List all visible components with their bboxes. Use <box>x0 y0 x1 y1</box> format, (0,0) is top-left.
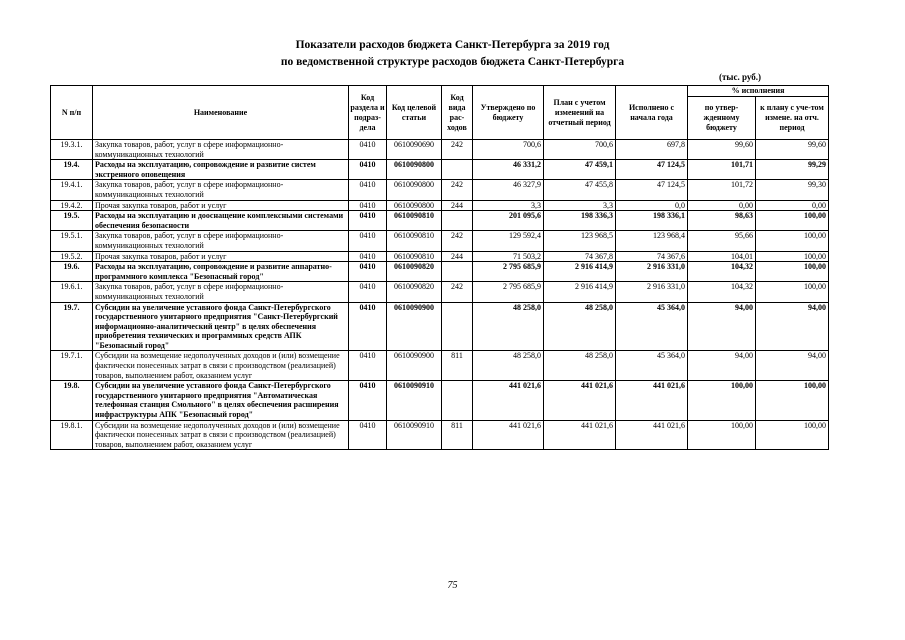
row-number: 19.5. <box>51 211 93 231</box>
row-approved: 71 503,2 <box>473 251 544 262</box>
row-number: 19.5.2. <box>51 251 93 262</box>
row-name: Закупка товаров, работ, услуг в сфере информационно-коммуникационных технологий <box>93 231 349 251</box>
header-razdel: Код раздела и подраз-дела <box>349 86 387 140</box>
row-number: 19.8.1. <box>51 420 93 450</box>
header-utv: Утверждено по бюджету <box>473 86 544 140</box>
row-approved: 3,3 <box>473 200 544 211</box>
row-razdel-code: 0410 <box>349 302 387 351</box>
row-executed: 47 124,5 <box>616 180 688 200</box>
row-pct-plan: 99,60 <box>756 140 829 160</box>
row-number: 19.7.1. <box>51 351 93 381</box>
header-plan: План с учетом изменений на отчетный период <box>544 86 616 140</box>
row-vid-code: 244 <box>442 251 473 262</box>
row-pct-approved: 95,66 <box>688 231 756 251</box>
row-statya-code: 0610090800 <box>387 180 442 200</box>
row-pct-plan: 100,00 <box>756 211 829 231</box>
row-plan: 47 459,1 <box>544 160 616 180</box>
row-name: Закупка товаров, работ, услуг в сфере информационно-коммуникационных технологий <box>93 180 349 200</box>
row-vid-code <box>442 211 473 231</box>
row-approved: 46 327,9 <box>473 180 544 200</box>
row-executed: 697,8 <box>616 140 688 160</box>
header-pct: % исполнения <box>688 86 829 97</box>
row-statya-code: 0610090910 <box>387 381 442 420</box>
row-name: Расходы на эксплуатацию, сопровождение и развитие аппаратно-программного комплекса "Безопасный город" <box>93 262 349 282</box>
row-number: 19.4.2. <box>51 200 93 211</box>
row-approved: 700,6 <box>473 140 544 160</box>
row-executed: 45 364,0 <box>616 351 688 381</box>
expenditure-table <box>50 85 829 450</box>
row-pct-approved: 94,00 <box>688 351 756 381</box>
row-pct-plan: 100,00 <box>756 282 829 302</box>
row-vid-code: 244 <box>442 200 473 211</box>
row-approved: 441 021,6 <box>473 381 544 420</box>
row-pct-approved: 94,00 <box>688 302 756 351</box>
row-number: 19.6. <box>51 262 93 282</box>
row-statya-code: 0610090900 <box>387 351 442 381</box>
row-statya-code: 0610090800 <box>387 160 442 180</box>
table-body <box>51 140 829 450</box>
row-name: Расходы на эксплуатацию и дооснащение комплексными системами обеспечения безопасности <box>93 211 349 231</box>
row-plan: 2 916 414,9 <box>544 282 616 302</box>
row-pct-approved: 98,63 <box>688 211 756 231</box>
header-pct-plan: к плану с уче-том измене. на отч. период <box>756 97 829 140</box>
row-plan: 123 968,5 <box>544 231 616 251</box>
row-plan: 3,3 <box>544 200 616 211</box>
row-pct-approved: 104,32 <box>688 262 756 282</box>
row-plan: 48 258,0 <box>544 302 616 351</box>
row-approved: 2 795 685,9 <box>473 282 544 302</box>
header-statya: Код целевой статьи <box>387 86 442 140</box>
row-plan: 74 367,8 <box>544 251 616 262</box>
table-row <box>51 200 829 211</box>
row-pct-plan: 100,00 <box>756 381 829 420</box>
row-razdel-code: 0410 <box>349 420 387 450</box>
row-vid-code <box>442 381 473 420</box>
row-vid-code: 242 <box>442 140 473 160</box>
row-executed: 74 367,6 <box>616 251 688 262</box>
header-ispoln: Исполнено с начала года <box>616 86 688 140</box>
row-approved: 129 592,4 <box>473 231 544 251</box>
row-vid-code: 242 <box>442 282 473 302</box>
row-pct-approved: 101,71 <box>688 160 756 180</box>
row-vid-code <box>442 160 473 180</box>
row-plan: 441 021,6 <box>544 381 616 420</box>
row-statya-code: 0610090690 <box>387 140 442 160</box>
table-row <box>51 211 829 231</box>
row-pct-approved: 99,60 <box>688 140 756 160</box>
row-pct-plan: 94,00 <box>756 351 829 381</box>
row-razdel-code: 0410 <box>349 180 387 200</box>
row-number: 19.5.1. <box>51 231 93 251</box>
row-executed: 198 336,1 <box>616 211 688 231</box>
page-number: 75 <box>447 580 458 591</box>
row-statya-code: 0610090820 <box>387 282 442 302</box>
row-razdel-code: 0410 <box>349 200 387 211</box>
row-statya-code: 0610090810 <box>387 251 442 262</box>
row-pct-plan: 100,00 <box>756 251 829 262</box>
row-pct-approved: 100,00 <box>688 381 756 420</box>
row-pct-plan: 100,00 <box>756 262 829 282</box>
row-razdel-code: 0410 <box>349 282 387 302</box>
row-executed: 441 021,6 <box>616 381 688 420</box>
row-razdel-code: 0410 <box>349 211 387 231</box>
row-executed: 123 968,4 <box>616 231 688 251</box>
row-statya-code: 0610090800 <box>387 200 442 211</box>
row-number: 19.3.1. <box>51 140 93 160</box>
table-row <box>51 140 829 160</box>
row-executed: 0,0 <box>616 200 688 211</box>
row-plan: 700,6 <box>544 140 616 160</box>
row-executed: 441 021,6 <box>616 420 688 450</box>
header-vid: Код вида рас-ходов <box>442 86 473 140</box>
table-row <box>51 231 829 251</box>
row-plan: 198 336,3 <box>544 211 616 231</box>
document-title: Показатели расходов бюджета Санкт-Петербурга за 2019 год <box>295 39 610 51</box>
row-executed: 45 364,0 <box>616 302 688 351</box>
row-plan: 48 258,0 <box>544 351 616 381</box>
row-pct-plan: 99,30 <box>756 180 829 200</box>
table-row <box>51 302 829 351</box>
row-pct-plan: 100,00 <box>756 420 829 450</box>
row-vid-code: 242 <box>442 180 473 200</box>
row-name: Прочая закупка товаров, работ и услуг <box>93 200 349 211</box>
row-razdel-code: 0410 <box>349 351 387 381</box>
row-vid-code: 811 <box>442 351 473 381</box>
table-row <box>51 351 829 381</box>
row-name: Субсидии на возмещение недополученных доходов и (или) возмещение фактически понесенных затрат в связи с производством (реализацией) товаров, выполнением работ, оказанием услуг <box>93 420 349 450</box>
row-approved: 48 258,0 <box>473 351 544 381</box>
table-row <box>51 262 829 282</box>
row-pct-plan: 99,29 <box>756 160 829 180</box>
header-pct-utv: по утвер-жденному бюджету <box>688 97 756 140</box>
row-approved: 2 795 685,9 <box>473 262 544 282</box>
row-plan: 47 455,8 <box>544 180 616 200</box>
row-razdel-code: 0410 <box>349 381 387 420</box>
row-statya-code: 0610090810 <box>387 231 442 251</box>
row-vid-code: 811 <box>442 420 473 450</box>
row-name: Субсидии на возмещение недополученных доходов и (или) возмещение фактически понесенных затрат в связи с производством (реализацией) товаров, выполнением работ, оказанием услуг <box>93 351 349 381</box>
row-razdel-code: 0410 <box>349 160 387 180</box>
header-name: Наименование <box>93 86 349 140</box>
row-pct-approved: 104,32 <box>688 282 756 302</box>
row-name: Прочая закупка товаров, работ и услуг <box>93 251 349 262</box>
row-pct-plan: 0,00 <box>756 200 829 211</box>
row-pct-approved: 101,72 <box>688 180 756 200</box>
row-executed: 2 916 331,0 <box>616 262 688 282</box>
table-row <box>51 180 829 200</box>
row-approved: 46 331,2 <box>473 160 544 180</box>
row-statya-code: 0610090910 <box>387 420 442 450</box>
row-razdel-code: 0410 <box>349 231 387 251</box>
row-vid-code: 242 <box>442 231 473 251</box>
row-number: 19.4. <box>51 160 93 180</box>
row-approved: 201 095,6 <box>473 211 544 231</box>
row-razdel-code: 0410 <box>349 262 387 282</box>
row-name: Закупка товаров, работ, услуг в сфере информационно-коммуникационных технологий <box>93 282 349 302</box>
row-statya-code: 0610090900 <box>387 302 442 351</box>
row-razdel-code: 0410 <box>349 140 387 160</box>
row-executed: 2 916 331,0 <box>616 282 688 302</box>
row-pct-approved: 100,00 <box>688 420 756 450</box>
row-pct-plan: 94,00 <box>756 302 829 351</box>
units-label: (тыс. руб.) <box>719 72 761 82</box>
table-row <box>51 282 829 302</box>
row-approved: 441 021,6 <box>473 420 544 450</box>
row-vid-code <box>442 302 473 351</box>
row-number: 19.8. <box>51 381 93 420</box>
row-number: 19.6.1. <box>51 282 93 302</box>
row-name: Субсидии на увеличение уставного фонда Санкт-Петербургского государственного унитарного предприятия "Автоматическая телефонная станция Смольного" в целях обеспечения расширения инфраструктуры АПК "Безопасный город" <box>93 381 349 420</box>
row-statya-code: 0610090810 <box>387 211 442 231</box>
row-pct-plan: 100,00 <box>756 231 829 251</box>
table-row <box>51 251 829 262</box>
row-statya-code: 0610090820 <box>387 262 442 282</box>
row-razdel-code: 0410 <box>349 251 387 262</box>
header-num: N п/п <box>51 86 93 140</box>
row-plan: 2 916 414,9 <box>544 262 616 282</box>
row-number: 19.4.1. <box>51 180 93 200</box>
row-pct-approved: 104,01 <box>688 251 756 262</box>
row-executed: 47 124,5 <box>616 160 688 180</box>
row-approved: 48 258,0 <box>473 302 544 351</box>
table-row <box>51 381 829 420</box>
table-row <box>51 420 829 450</box>
row-name: Расходы на эксплуатацию, сопровождение и развитие систем экстренного оповещения <box>93 160 349 180</box>
row-name: Субсидии на увеличение уставного фонда Санкт-Петербургского государственного унитарного предприятия "Санкт-Петербургский информационно-аналитический центр" в целях обеспечения приобретения технических и программных средств АПК "Безопасный город" <box>93 302 349 351</box>
row-pct-approved: 0,00 <box>688 200 756 211</box>
document-subtitle: по ведомственной структуре расходов бюджета Санкт-Петербурга <box>280 56 625 68</box>
row-number: 19.7. <box>51 302 93 351</box>
row-name: Закупка товаров, работ, услуг в сфере информационно-коммуникационных технологий <box>93 140 349 160</box>
row-vid-code <box>442 262 473 282</box>
row-plan: 441 021,6 <box>544 420 616 450</box>
table-row <box>51 160 829 180</box>
